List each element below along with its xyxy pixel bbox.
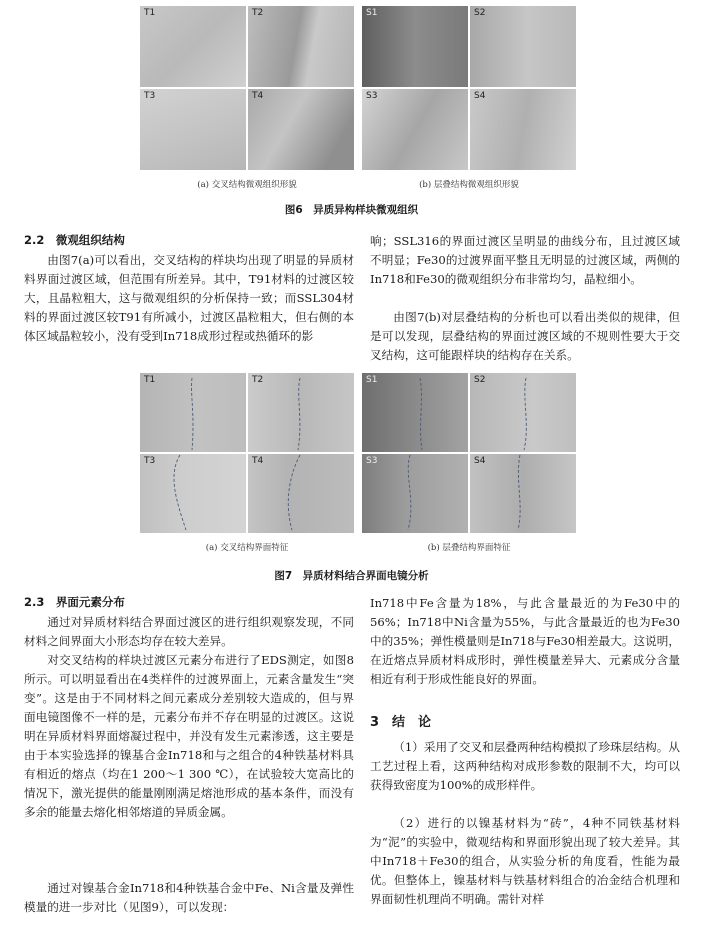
section-2-2-paragraph-2: 由图7(b)对层叠结构的分析也可以看出类似的规律，但是可以发现，层叠结构的界面过渡区域的不规则性要大于交叉结构，这可能跟样块的结构存在关系。 <box>370 310 680 362</box>
fig6-sublabel-a: (a) 交叉结构微观组织形貌 <box>197 180 297 190</box>
fig6-sublabel-b: (b) 层叠结构微观组织形貌 <box>419 180 519 190</box>
section-2-3-paragraph-3: 通过对镍基合金In718和4种铁基合金中Fe、Ni含量及弹性模量的进一步对比（见图9），可以发现： <box>24 881 354 914</box>
fig6-panel-label: S4 <box>474 91 486 101</box>
section-2-2-paragraph-1: 由图7(a)可以看出，交叉结构的样块均出现了明显的异质材料界面过渡区域，但范围有所差异。其中，T91材料的过渡区较大，且晶粒粗大，这与微观组织的分析保持一致；而SSL304材料的界面过渡区较T91有所减小，过渡区晶粒粗大，但右侧的本体区域晶粒较小，没有受到In718成形过程或热循环的影 <box>24 253 354 343</box>
fig7-panel-label: S1 <box>366 375 378 385</box>
fig6-panel-label: T3 <box>144 91 156 101</box>
section-2-3-heading: 2.3 界面元素分布 <box>24 595 125 609</box>
fig6-panel-label: S3 <box>366 91 378 101</box>
fig7-panel-label: T2 <box>252 375 264 385</box>
conclusion-item-2: （2）进行的以镍基材料为“砖”，4种不同铁基材料为“泥”的实验中，微观结构和界面形貌出现了较大差异。其中In718＋Fe30的组合，从实验分析的角度看，性能为最优。但整体上，镍基材料与铁基材料组合的冶金结合机理和界面韧性机理尚不明确。需针对样 <box>370 816 680 906</box>
section-2-2-heading: 2.2 微观组织结构 <box>24 233 125 247</box>
section-2-2-paragraph-1-continued: 响；SSL316的界面过渡区呈明显的曲线分布，且过渡区域不明显；Fe30的过渡界面平整且无明显的过渡区域，两侧的In718和Fe30的微观组织分布非常均匀，晶粒细小。 <box>370 234 680 286</box>
section-2-3-paragraph-3-continued: In718中Fe含量为18%，与此含量最近的为Fe30中的56%；In718中Ni含量为55%，与此含量最近的也为Fe30中的35%；弹性模量则是In718与Fe30相差最大。这说明，在近熔点异质材料成形时，弹性模量差异大、元素成分含量相近有利于形成性能良好的界面。 <box>370 596 680 686</box>
fig7-sublabel-b: (b) 层叠结构界面特征 <box>427 543 511 553</box>
fig7-sublabel-a: (a) 交叉结构界面特征 <box>205 543 289 553</box>
section-2-3-paragraph-2: 对交叉结构的样块过渡区元素分布进行了EDS测定，如图8所示。可以明显看出在4类样件的过渡界面上，元素含量发生“突变”。这是由于不同材料之间元素成分差别较大造成的，但与界面电镜图像不一样的是，元素分布并不存在明显的过渡区。这说明在异质材料界面熔凝过程中，并没有发生元素渗透，这主要是由于本实验选择的镍基合金In718和与之组合的4种铁基材料具有相近的熔点（均在1 200～1 300 ℃），在试验较大宽高比的情况下，激光提供的能量刚刚满足熔池形成的基本条件，而没有多余的能量去熔化相邻熔道的异质金属。 <box>24 653 354 819</box>
fig6-panel-label: T1 <box>144 8 156 18</box>
fig7-panel-label: T3 <box>144 456 156 466</box>
fig7-panel-label: S3 <box>366 456 378 466</box>
section-3-heading: 3 结 论 <box>370 715 432 730</box>
fig7-panel-label: T4 <box>252 456 264 466</box>
fig6-panel-label: T4 <box>252 91 264 101</box>
fig6-caption: 图6 异质异构样块微观组织 <box>284 204 419 216</box>
section-2-3-paragraph-1: 通过对异质材料结合界面过渡区的进行组织观察发现，不同材料之间界面大小形态均存在较大差异。 <box>24 615 354 648</box>
fig7-caption: 图7 异质材料结合界面电镜分析 <box>274 570 429 582</box>
fig6-panel-label: S1 <box>366 8 378 18</box>
fig7-panel-label: T1 <box>144 375 156 385</box>
fig7-panel-label: S4 <box>474 456 486 466</box>
fig6-panel-label: S2 <box>474 8 486 18</box>
fig6-panel-label: T2 <box>252 8 264 18</box>
fig7-panel-label: S2 <box>474 375 486 385</box>
conclusion-item-1: （1）采用了交叉和层叠两种结构模拟了珍珠层结构。从工艺过程上看，这两种结构对成形参数的限制不大，均可以获得致密度为100%的成形样件。 <box>370 740 680 792</box>
